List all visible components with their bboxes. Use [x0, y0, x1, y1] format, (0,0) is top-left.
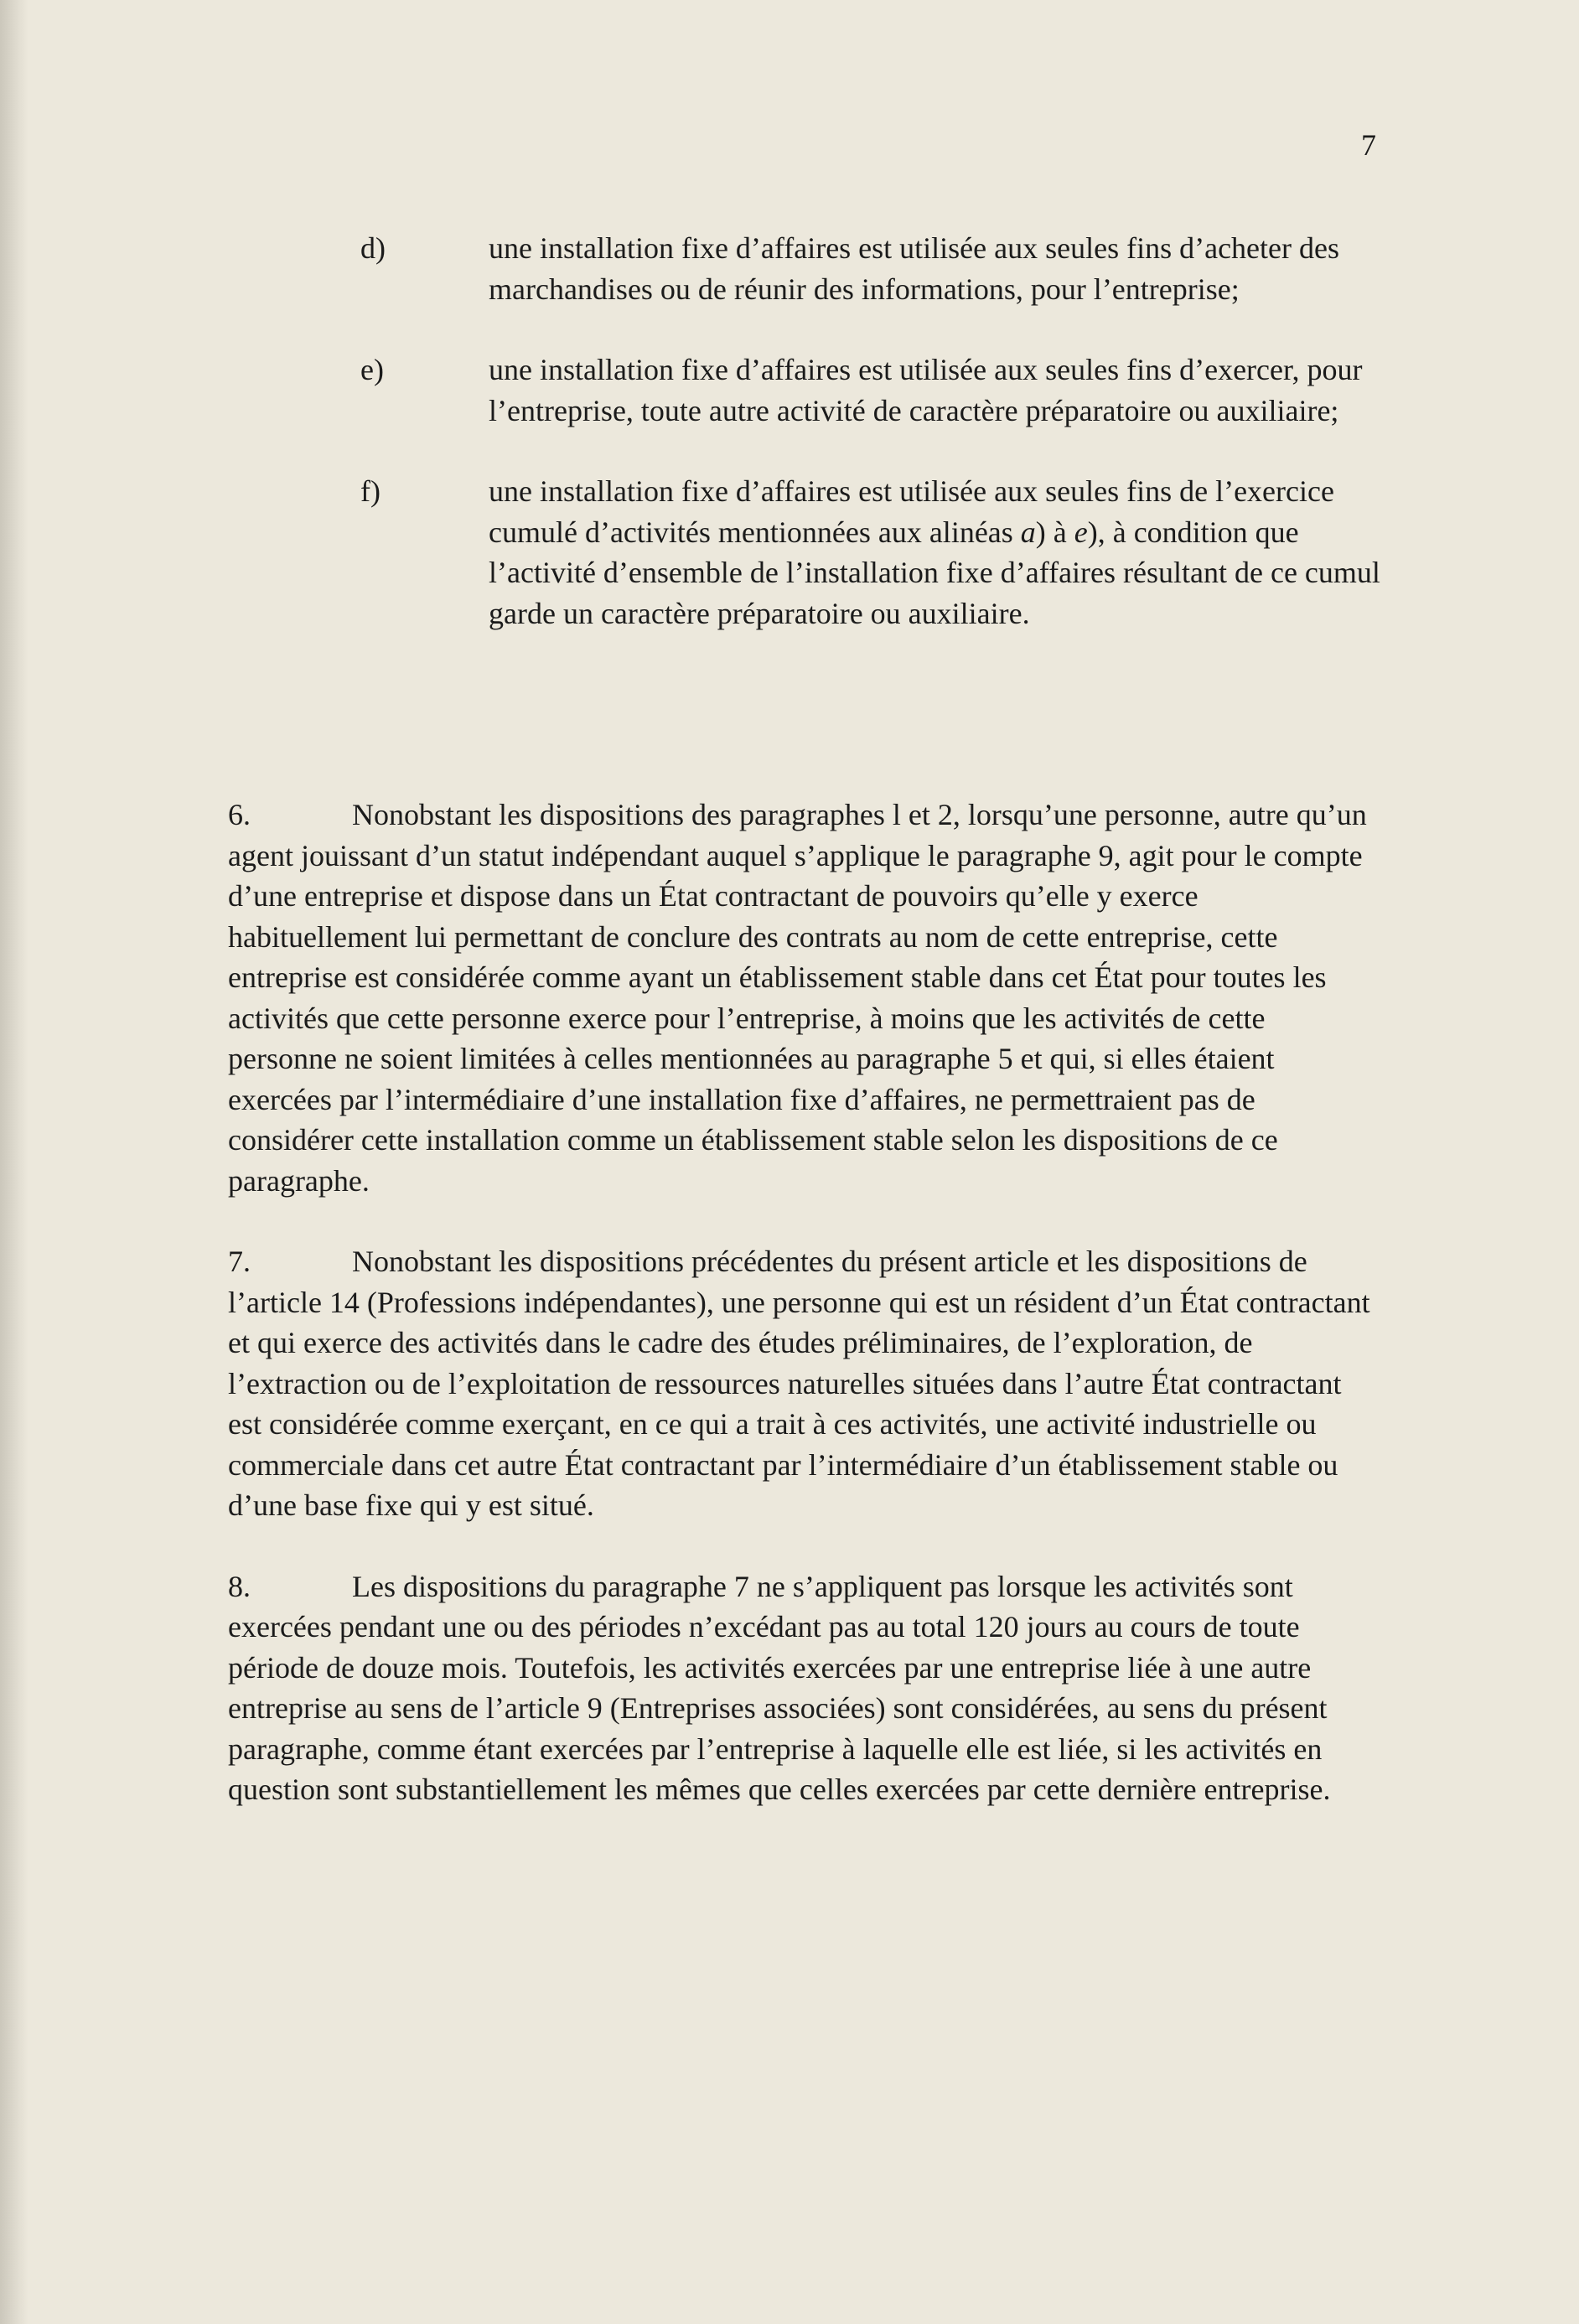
reference-e: e: [1074, 515, 1088, 549]
subparagraph-f: [360, 471, 1408, 634]
paragraph-8: [228, 1566, 1376, 1810]
subparagraph-text-before: une installation fixe d’affaires est utilisée aux seules fins de l’exercice cumulé d’activités mentionnées aux alinéas: [489, 474, 1334, 549]
paragraph-number: 8.: [228, 1569, 251, 1603]
paragraph-number: 7.: [228, 1245, 251, 1278]
subparagraph-d: [360, 228, 1408, 309]
paragraph-number: 6.: [228, 798, 251, 831]
subparagraph-letter: e): [360, 353, 384, 386]
paragraph-list: [228, 795, 1376, 1850]
subparagraph-letter: f): [360, 474, 381, 508]
paragraph-7: [228, 1241, 1376, 1526]
subparagraph-letter: d): [360, 231, 386, 265]
reference-a: a: [1020, 515, 1036, 549]
subparagraph-text: une installation fixe d’affaires est utilisée aux seules fins d’acheter des marchandises ou de réunir des informations, pour l’entreprise;: [489, 231, 1339, 306]
paragraph-6: [228, 795, 1376, 1201]
subparagraph-e: [360, 349, 1408, 431]
subparagraph-text: [489, 471, 1394, 634]
subparagraph-text: une installation fixe d’affaires est utilisée aux seules fins d’exercer, pour l’entreprise, toute autre activité de caractère préparatoire ou auxiliaire;: [489, 353, 1363, 427]
subparagraph-list: [360, 228, 1408, 674]
page-number: 7: [1361, 128, 1376, 162]
page-edge-shadow: [0, 0, 28, 2324]
paragraph-text: Nonobstant les dispositions des paragraphes l et 2, lorsqu’une personne, autre qu’un agent jouissant d’un statut indépendant auquel s’applique le paragraphe 9, agit pour le compte d’une entreprise et dispose dans un État contractant de pouvoirs qu’elle y exerce habituellement lui permettant de conclure des contrats au nom de cette entreprise, cette entreprise est considérée comme ayant un établissement stable dans cet État pour toutes les activités que cette personne exerce pour l’entreprise, à moins que les activités de cette personne ne soient limitées à celles mentionnées au paragraphe 5 et qui, si elles étaient exercées par l’intermédiaire d’une installation fixe d’affaires, ne permettraient pas de considérer cette installation comme un établissement stable selon les dispositions de ce paragraphe.: [228, 798, 1367, 1198]
paragraph-text: Nonobstant les dispositions précédentes du présent article et les dispositions de l’article 14 (Professions indépendantes), une personne qui est un résident d’un État contractant et qui exerce des activités dans le cadre des études préliminaires, de l’exploration, de l’extraction ou de l’exploitation de ressources naturelles situées dans l’autre État contractant est considérée comme exerçant, en ce qui a trait à ces activités, une activité industrielle ou commerciale dans cet autre État contractant par l’intermédiaire d’un établissement stable ou d’une base fixe qui y est situé.: [228, 1245, 1370, 1522]
subparagraph-text-mid: ) à: [1035, 515, 1074, 549]
paragraph-text: Les dispositions du paragraphe 7 ne s’appliquent pas lorsque les activités sont exercées pendant une ou des périodes n’excédant pas au total 120 jours au cours de toute période de douze mois. Toutefois, les activités exercées par une entreprise liée à une autre entreprise au sens de l’article 9 (Entreprises associées) sont considérées, au sens du présent paragraphe, comme étant exercées par l’entreprise à laquelle elle est liée, si les activités en question sont substantiellement les mêmes que celles exercées par cette dernière entreprise.: [228, 1569, 1331, 1806]
subparagraph-text-after: ), à condition que l’activité d’ensemble de l’installation fixe d’affaires résultant de ce cumul garde un caractère préparatoire ou auxiliaire.: [489, 515, 1380, 630]
